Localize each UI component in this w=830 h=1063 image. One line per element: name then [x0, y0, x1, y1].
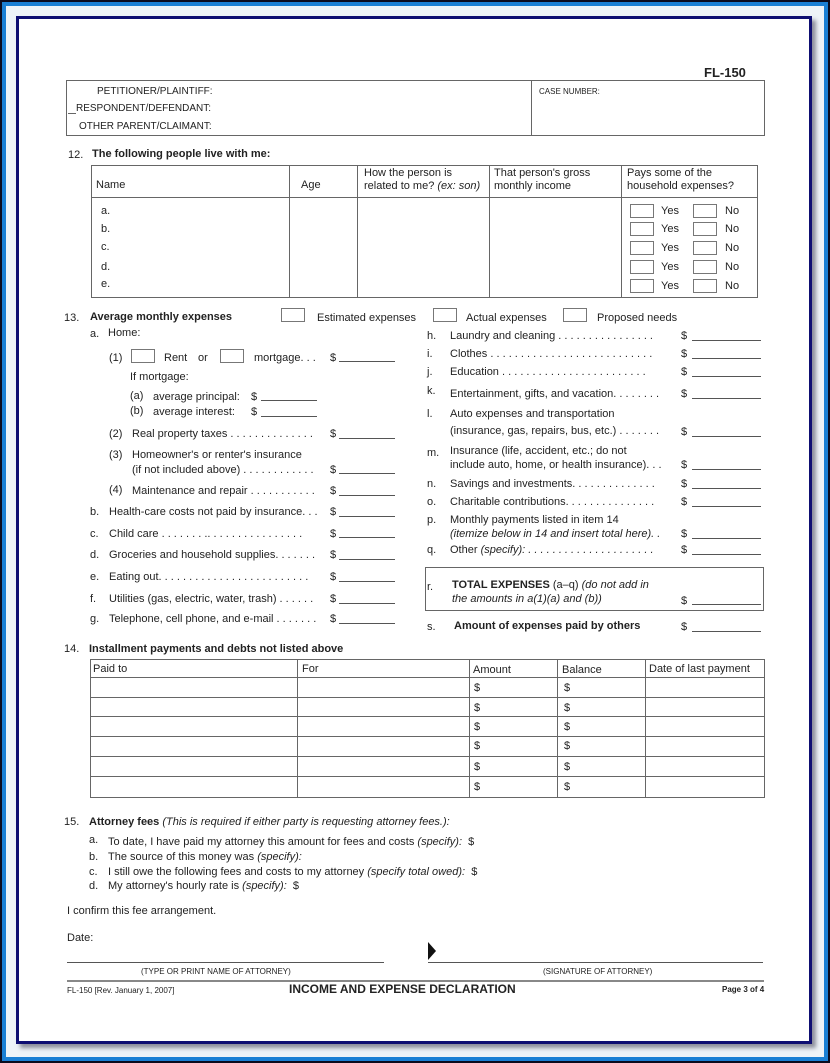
item-letter: o.: [427, 496, 437, 508]
amount-field[interactable]: [339, 603, 395, 604]
item-letter: c.: [90, 528, 99, 540]
item-label: Clothes . . . . . . . . . . . . . . . . . . . . . . . . . . .: [450, 348, 653, 360]
amount-field[interactable]: [339, 559, 395, 560]
item-label: Telephone, cell phone, and e-mail . . . . . . .: [109, 613, 317, 625]
amount-field[interactable]: [339, 537, 395, 538]
a1a-number: (a): [130, 390, 144, 402]
principal-label: average principal:: [153, 391, 240, 403]
item-label: Child care . . . . . . . .. . . . . . . . . . . . . . . .: [109, 528, 303, 540]
mortgage-label: mortgage. . .: [254, 352, 316, 364]
col-pays-line2: household expenses?: [627, 180, 735, 192]
attorney-signature-field[interactable]: [428, 962, 763, 963]
row-divider: [90, 736, 764, 737]
dollar-sign: $: [330, 528, 337, 540]
item-letter: l.: [427, 408, 433, 420]
item-label: Other (specify): . . . . . . . . . . . . . . . . . . . . .: [450, 544, 654, 556]
estimated-checkbox[interactable]: [281, 308, 305, 322]
item-label: Eating out. . . . . . . . . . . . . . . . . . . . . . . . .: [109, 571, 309, 583]
dollar-sign: $: [330, 428, 337, 440]
amount-field[interactable]: [692, 554, 761, 555]
actual-label: Actual expenses: [466, 312, 547, 324]
dollar-sign: $: [330, 549, 337, 561]
yes-checkbox[interactable]: [630, 279, 654, 293]
footer-revision: FL-150 [Rev. January 1, 2007]: [67, 986, 175, 995]
if-mortgage-label: If mortgage:: [130, 371, 189, 383]
dollar-sign: $: [681, 366, 688, 378]
proposed-checkbox[interactable]: [563, 308, 587, 322]
row-letter: e.: [101, 278, 111, 290]
item-label: Utilities (gas, electric, water, trash) . . . . . .: [109, 593, 314, 605]
col-pays: Pays some of the: [627, 167, 712, 179]
item-label: Auto expenses and transportation: [450, 408, 615, 420]
col-divider: [357, 165, 358, 297]
col-income-line2: monthly income: [494, 180, 572, 192]
row-divider: [90, 776, 764, 777]
amount-field[interactable]: [692, 538, 761, 539]
dollar-sign: $: [330, 485, 337, 497]
a2-number: (2): [109, 428, 123, 440]
a1b-number: (b): [130, 405, 144, 417]
col-amount: Amount: [473, 664, 511, 676]
row-divider: [90, 716, 764, 717]
form-id: FL-150: [704, 65, 746, 80]
item-a-label: Home:: [108, 327, 141, 339]
a4-number: (4): [109, 484, 123, 496]
footer-title: INCOME AND EXPENSE DECLARATION: [289, 982, 516, 996]
amount-cell[interactable]: $: [474, 781, 481, 793]
respondent-underline: [68, 113, 76, 114]
attorney-signature-caption: (SIGNATURE OF ATTORNEY): [543, 967, 653, 976]
item-letter: h.: [427, 330, 437, 342]
amount-field[interactable]: [339, 516, 395, 517]
balance-cell[interactable]: $: [564, 682, 571, 694]
a3-number: (3): [109, 449, 123, 461]
actual-checkbox[interactable]: [433, 308, 457, 322]
col-date-last-payment: Date of last payment: [649, 663, 750, 675]
balance-cell[interactable]: $: [564, 740, 571, 752]
no-label: No: [725, 280, 740, 292]
amount-field[interactable]: [692, 398, 761, 399]
other-parent-label: OTHER PARENT/CLAIMANT:: [79, 121, 212, 132]
row-letter: a.: [101, 205, 111, 217]
item-letter: b.: [90, 506, 100, 518]
section13-number: 13.: [64, 312, 80, 324]
yes-checkbox[interactable]: [630, 260, 654, 274]
installments-table: [90, 659, 765, 798]
total-note: the amounts in a(1)(a) and (b)): [452, 593, 602, 605]
rent-mortgage-field[interactable]: [339, 361, 395, 362]
balance-cell[interactable]: $: [564, 781, 571, 793]
row-divider: [90, 697, 764, 698]
no-checkbox[interactable]: [693, 260, 717, 274]
item-label-line2: (itemize below in 14 and insert total here). .: [450, 528, 661, 540]
item-letter: a.: [89, 834, 99, 846]
item-label: Entertainment, gifts, and vacation. . . . . . . .: [450, 388, 660, 400]
yes-label: Yes: [661, 223, 679, 235]
amount-field[interactable]: [692, 469, 761, 470]
amount-field[interactable]: [692, 358, 761, 359]
footer-page: Page 3 of 4: [722, 985, 765, 994]
yes-label: Yes: [661, 280, 679, 292]
dollar-sign: $: [330, 352, 337, 364]
amount-cell[interactable]: $: [474, 721, 481, 733]
row-letter: b.: [101, 223, 111, 235]
signature-arrow-icon: [427, 941, 437, 961]
item-letter: i.: [427, 348, 433, 360]
item-letter: f.: [90, 593, 97, 605]
yes-label: Yes: [661, 205, 679, 217]
no-label: No: [725, 242, 740, 254]
balance-cell[interactable]: $: [564, 761, 571, 773]
amount-field[interactable]: [692, 340, 761, 341]
no-checkbox[interactable]: [693, 279, 717, 293]
item-letter: g.: [90, 613, 100, 625]
respondent-label: RESPONDENT/DEFENDANT:: [76, 103, 212, 114]
home-insurance-field[interactable]: [339, 473, 395, 474]
item-letter: n.: [427, 478, 437, 490]
no-label: No: [725, 261, 740, 273]
dollar-sign: $: [681, 528, 688, 540]
item-label: Groceries and household supplies. . . . . . .: [109, 549, 316, 561]
col-divider: [489, 165, 490, 297]
item-label: Education . . . . . . . . . . . . . . . . . . . . . . . .: [450, 366, 646, 378]
dollar-sign: $: [330, 613, 337, 625]
amount-field[interactable]: [692, 436, 761, 437]
item-letter: j.: [427, 366, 433, 378]
item-text: To date, I have paid my attorney this amount for fees and costs (specify): $: [108, 836, 475, 848]
case-number-label: CASE NUMBER:: [539, 87, 600, 96]
item-label-line2: (insurance, gas, repairs, bus, etc.) . . . . . . .: [450, 425, 660, 437]
dollar-sign: $: [681, 348, 688, 360]
dollar-sign: $: [251, 406, 258, 418]
no-label: No: [725, 205, 740, 217]
attorney-name-caption: (TYPE OR PRINT NAME OF ATTORNEY): [141, 967, 291, 976]
item-label-line2: include auto, home, or health insurance). . .: [450, 459, 662, 471]
total-label: TOTAL EXPENSES (a–q) (do not add in: [452, 579, 649, 591]
amount-cell[interactable]: $: [474, 740, 481, 752]
row-letter: d.: [101, 261, 111, 273]
section14-title: Installment payments and debts not listed above: [89, 643, 344, 655]
item-label: Savings and investments. . . . . . . . . . . . . .: [450, 478, 655, 490]
item-letter: d.: [89, 880, 99, 892]
principal-field[interactable]: [261, 400, 317, 401]
item-label: Laundry and cleaning . . . . . . . . . . . . . . . .: [450, 330, 653, 342]
item-text: My attorney's hourly rate is (specify): $: [108, 880, 300, 892]
mortgage-checkbox[interactable]: [220, 349, 244, 363]
item-letter: p.: [427, 514, 437, 526]
col-age: Age: [301, 179, 321, 191]
balance-cell[interactable]: $: [564, 702, 571, 714]
dollar-sign: $: [330, 506, 337, 518]
col-divider: [621, 165, 622, 297]
amount-cell[interactable]: $: [474, 682, 481, 694]
yes-checkbox[interactable]: [630, 204, 654, 218]
section15-number: 15.: [64, 816, 80, 828]
paid-by-others-field[interactable]: [692, 631, 761, 632]
no-checkbox[interactable]: [693, 222, 717, 236]
dollar-sign: $: [330, 464, 337, 476]
item-label: Insurance (life, accident, etc.; do not: [450, 445, 627, 457]
yes-checkbox[interactable]: [630, 241, 654, 255]
item-text: I still owe the following fees and costs to my attorney (specify total owed): $: [108, 866, 478, 878]
item-letter: c.: [89, 866, 98, 878]
maintenance-field[interactable]: [339, 495, 395, 496]
yes-label: Yes: [661, 242, 679, 254]
item-letter: d.: [90, 549, 100, 561]
section12-title: The following people live with me:: [92, 148, 271, 160]
section15-title: Attorney fees (This is required if either party is requesting attorney fees.):: [89, 816, 450, 828]
proposed-label: Proposed needs: [597, 312, 678, 324]
item-text: The source of this money was (specify):: [108, 851, 302, 863]
item-label: Health-care costs not paid by insurance. . .: [109, 506, 318, 518]
confirm-text: I confirm this fee arrangement.: [67, 905, 217, 917]
amount-cell[interactable]: $: [474, 702, 481, 714]
section14-number: 14.: [64, 643, 80, 655]
row-divider: [90, 756, 764, 757]
no-checkbox[interactable]: [693, 241, 717, 255]
total-expenses-field[interactable]: [692, 604, 761, 605]
row-divider: [90, 677, 764, 678]
item-label: Monthly payments listed in item 14: [450, 514, 619, 526]
paid-by-others-label: Amount of expenses paid by others: [454, 620, 641, 632]
interest-label: average interest:: [153, 406, 235, 418]
dollar-sign: $: [681, 621, 688, 633]
amount-cell[interactable]: $: [474, 761, 481, 773]
caption-divider: [531, 80, 532, 135]
rent-label: Rent: [164, 352, 188, 364]
amount-field[interactable]: [339, 623, 395, 624]
property-taxes-label: Real property taxes . . . . . . . . . . . . . .: [132, 428, 313, 440]
yes-label: Yes: [661, 261, 679, 273]
dollar-sign: $: [681, 496, 688, 508]
col-balance: Balance: [562, 664, 602, 676]
insurance-label: Homeowner's or renter's insurance: [132, 449, 302, 461]
amount-field[interactable]: [692, 376, 761, 377]
date-label: Date:: [67, 932, 94, 944]
yes-checkbox[interactable]: [630, 222, 654, 236]
no-label: No: [725, 223, 740, 235]
col-relation: How the person is: [364, 167, 453, 179]
amount-field[interactable]: [339, 581, 395, 582]
item-letter: q.: [427, 544, 437, 556]
total-letter: r.: [427, 581, 434, 593]
item-letter: e.: [90, 571, 100, 583]
dollar-sign: $: [681, 478, 688, 490]
petitioner-label: PETITIONER/PLAINTIFF:: [97, 86, 213, 97]
paid-by-others-letter: s.: [427, 621, 436, 633]
dollar-sign: $: [681, 544, 688, 556]
form-page: [16, 16, 812, 1044]
item-letter: k.: [427, 385, 436, 397]
insurance-label-line2: (if not included above) . . . . . . . . . . . .: [132, 464, 314, 476]
amount-field[interactable]: [692, 506, 761, 507]
property-taxes-field[interactable]: [339, 438, 395, 439]
no-checkbox[interactable]: [693, 204, 717, 218]
col-divider: [289, 165, 290, 297]
amount-field[interactable]: [692, 488, 761, 489]
maintenance-label: Maintenance and repair . . . . . . . . . . .: [132, 485, 315, 497]
a1-number: (1): [109, 352, 123, 364]
dollar-sign: $: [330, 571, 337, 583]
dollar-sign: $: [681, 459, 688, 471]
item-letter: m.: [427, 447, 440, 459]
item-label: Charitable contributions. . . . . . . . . . . . . . .: [450, 496, 655, 508]
item-letter: b.: [89, 851, 99, 863]
estimated-label: Estimated expenses: [317, 312, 417, 324]
dollar-sign: $: [251, 391, 258, 403]
col-name: Name: [96, 179, 126, 191]
col-income: That person's gross: [494, 167, 591, 179]
col-paid-to: Paid to: [93, 663, 128, 675]
dollar-sign: $: [681, 595, 688, 607]
col-for: For: [302, 663, 319, 675]
household-header-divider: [91, 197, 757, 198]
dollar-sign: $: [681, 330, 688, 342]
dollar-sign: $: [330, 593, 337, 605]
attorney-name-field[interactable]: [67, 962, 384, 963]
section12-number: 12.: [68, 149, 84, 161]
row-letter: c.: [101, 241, 110, 253]
interest-field[interactable]: [261, 416, 317, 417]
section13-title: Average monthly expenses: [90, 311, 233, 323]
col-relation-line2: related to me? (ex: son): [364, 180, 481, 192]
dollar-sign: $: [681, 388, 688, 400]
or-label: or: [198, 352, 208, 364]
dollar-sign: $: [681, 426, 688, 438]
rent-checkbox[interactable]: [131, 349, 155, 363]
item-a-letter: a.: [90, 328, 100, 340]
balance-cell[interactable]: $: [564, 721, 571, 733]
